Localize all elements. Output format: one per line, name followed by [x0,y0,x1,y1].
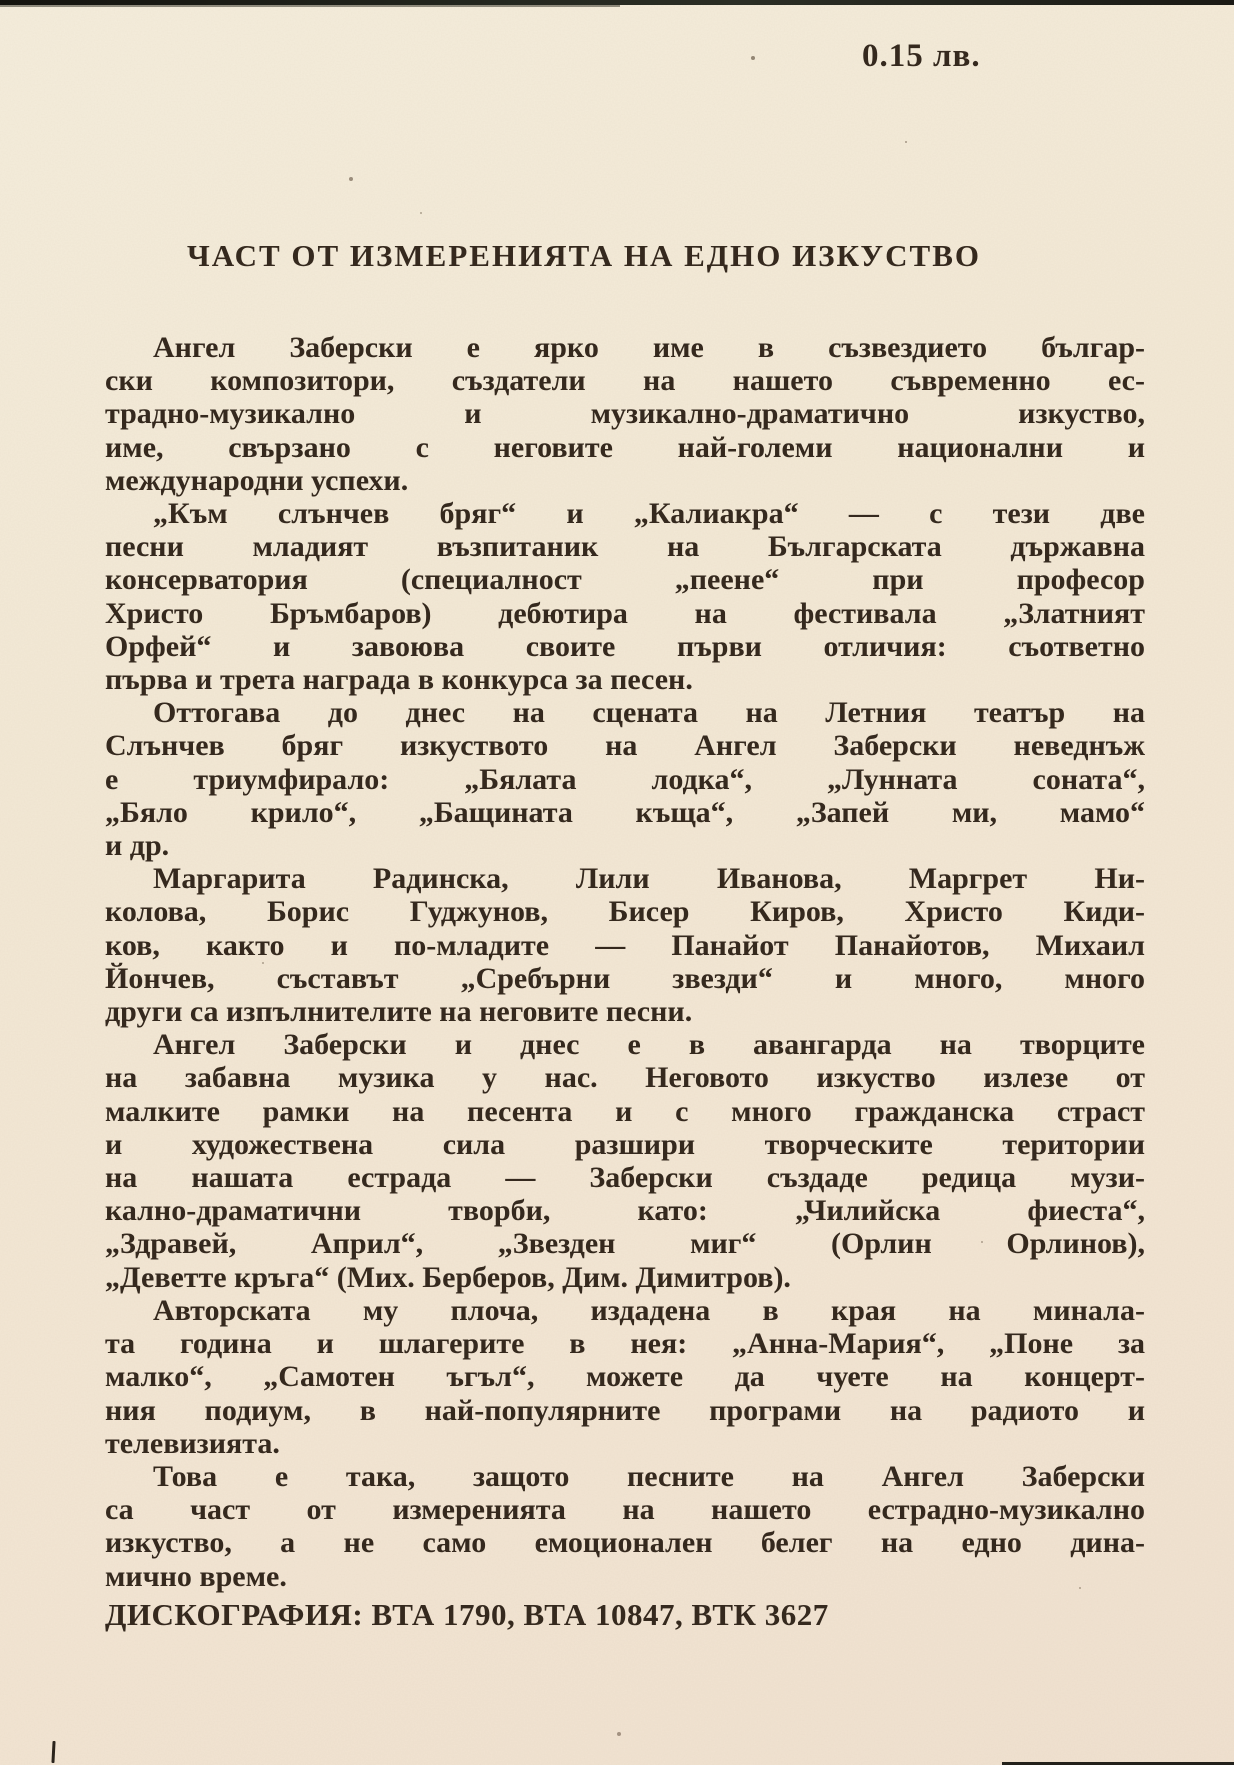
paragraph [105,1460,1145,1593]
text-line: ния подиум, в най-популярните програми на радиото и [105,1393,1145,1427]
article-text [105,331,1145,1593]
text-line: колова, Борис Гуджунов, Бисер Киров, Христо Киди- [105,895,1145,929]
text-line: мично време. [105,1559,287,1593]
text-line: „Здравей, Април“, „Звезден миг“ (Орлин Орлинов), [105,1227,1145,1261]
text-line: име, свързано с неговите най-големи национални и [105,430,1145,464]
text-line: е триумфирало: „Бялата лодка“, „Лунната соната“, [105,762,1145,796]
text-line: малките рамки на песента и с много гражданска страст [105,1094,1145,1128]
text-line: ски композитори, създатели на нашето съвременно ес- [105,364,1145,398]
text-line: ков, както и по-младите — Панайот Панайотов, Михаил [105,928,1145,962]
text-line: и художествена сила разшири творческите територии [105,1127,1145,1161]
text-line: песни младият възпитаник на Българската държавна [105,530,1145,564]
text-line: Ангел Заберски е ярко име в съзвездието българ- [153,331,1145,364]
paragraph [105,696,1145,862]
text-line: и др. [105,829,170,863]
text-line: Орфей“ и завоюва своите първи отличия: съответно [105,629,1145,663]
text-line: Ангел Заберски и днес е в авангарда на творците [153,1028,1145,1062]
text-line: та година и шлагерите в нея: „Анна-Мария“, „Поне за [105,1327,1145,1361]
text-line: Маргарита Радинска, Лили Иванова, Маргрет Ни- [153,862,1145,896]
paragraph [105,1028,1145,1294]
text-line: малко“, „Самотен ъгъл“, можете да чуете на концерт- [105,1360,1145,1394]
paragraph [105,331,1145,497]
scan-edge-top-shadow [0,5,620,7]
paper-specks [0,0,2,2]
price-label: 0.15 лв. [862,38,981,74]
text-line: „Бяло крило“, „Бащината къща“, „Запей ми, мамо“ [105,795,1145,829]
text-line: Христо Бръмбаров) дебютира на фестивала „Златният [105,596,1145,630]
text-line: на нашата естрада — Заберски създаде редица музи- [105,1161,1145,1195]
text-line: Слънчев бряг изкуството на Ангел Заберски неведнъж [105,729,1145,763]
text-line: изкуство, а не само емоционален белег на едно дина- [105,1526,1145,1560]
text-line: Оттогава до днес на сцената на Летния театър на [153,696,1145,730]
discography-line: ДИСКОГРАФИЯ: ВТА 1790, ВТА 10847, ВТК 3627 [105,1597,829,1632]
text-line: на забавна музика у нас. Неговото изкуство излезе от [105,1061,1145,1095]
paragraph [105,497,1145,696]
text-line: „Деветте кръга“ (Мих. Берберов, Дим. Димитров). [105,1260,791,1294]
text-line: Йончев, съставът „Сребърни звезди“ и много, много [105,961,1145,995]
text-line: „Към слънчев бряг“ и „Калиакра“ — с тези две [153,497,1145,531]
page-title: ЧАСТ ОТ ИЗМЕРЕНИЯТА НА ЕДНО ИЗКУСТВО [186,238,982,273]
ink-mark-bottom-left [51,1741,55,1763]
text-line: традно-музикално и музикално-драматично изкуство, [105,397,1145,431]
text-line: са част от измеренията на нашето естрадно-музикално [105,1493,1145,1527]
paragraph [105,1294,1145,1460]
text-line: кално-драматични творби, като: „Чилийска фиеста“, [105,1194,1145,1228]
text-line: телевизията. [105,1426,280,1460]
text-line: първа и трета награда в конкурса за песен. [105,663,693,697]
paragraph [105,862,1145,1028]
text-line: други са изпълнителите на неговите песни. [105,995,693,1029]
text-line: Авторската му плоча, издадена в края на минала- [153,1293,1145,1327]
text-line: Това е така, защото песните на Ангел Заберски [153,1459,1145,1493]
text-line: консерватория (специалност „пеене“ при професор [105,563,1145,597]
text-line: международни успехи. [105,463,409,497]
